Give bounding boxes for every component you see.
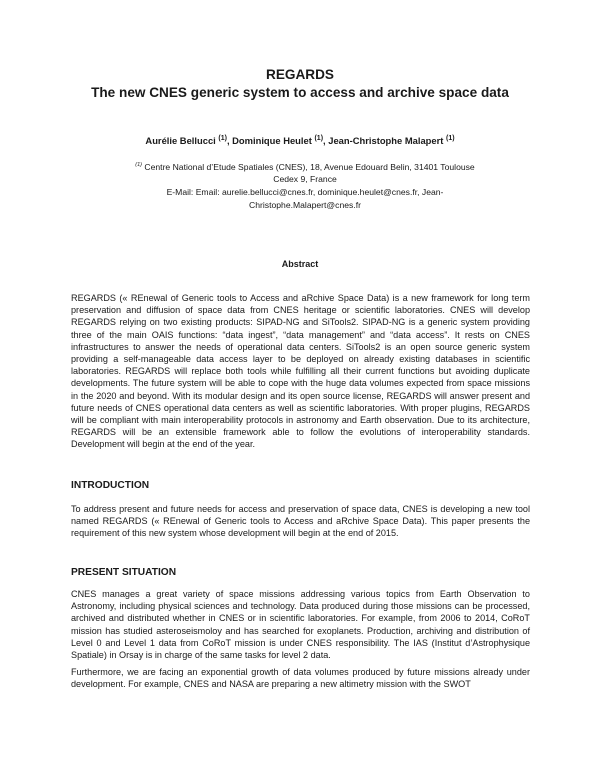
abstract-body: REGARDS (« REnewal of Generic tools to Access and aRchive Space Data) is a new framework for long term preservation and diffusion of space data from CNES heritage or scientific laboratories. CNES will develop REGARDS relying on two existing products: SIPAD-NG and SiTools2. SIPAD-NG is a generic system providing three of the main OAIS functions: “data ingest”, “data management” and “data access”. It rests on CNES infrastructures to answer the needs of operational data centers. SiTools2 is an open source generic system providing a self-manageable data access layer to be deployed on already existing databases in scientific laboratories. REGARDS will replace both tools while fulfilling all their current functions but avoiding duplicate developments. The future system will be able to cope with the huge data volumes expected from space missions in the 2020 and beyond. With its modular design and its open source license, REGARDS will answer present and future needs of CNES operational data centers as well as scientific laboratories. With proper plugins, REGARDS will be compliant with main interoperability protocols in astronomy and Earth observation. Due to its architecture, REGARDS will be an extensible framework able to follow the evolutions of interoperability standards. Development will begin at the end of the year.: [71, 293, 530, 450]
paper-title-line1: REGARDS: [266, 67, 334, 82]
author-list: [0, 135, 600, 146]
affiliation-mark: (1): [135, 162, 143, 168]
author-affiliation-mark: (1): [218, 135, 227, 142]
section-heading-introduction: INTRODUCTION: [71, 480, 150, 491]
affiliation-text: Centre National d’Etude Spatiales (CNES), 18, Avenue Edouard Belin, 31401 Toulouse Cedex 9, France: [144, 161, 475, 185]
email-line: E-Mail: Email: aurelie.bellucci@cnes.fr, dominique.heulet@cnes.fr, Jean-Christophe.Malapert@cnes.fr: [166, 187, 444, 210]
author-separator: ,: [226, 135, 233, 147]
abstract-heading: Abstract: [281, 259, 319, 269]
present-situation-paragraph-2: Furthermore, we are facing an exponential growth of data volumes produced by future missions already under development. For example, CNES and NASA are preparing a new altimetry mission with the SWOT: [71, 667, 530, 690]
author-affiliation-mark: (1): [314, 135, 324, 142]
affiliation: [135, 159, 475, 186]
section-heading-present-situation: PRESENT SITUATION: [71, 567, 177, 578]
introduction-body: To address present and future needs for access and preservation of space data, CNES is developing a new tool named REGARDS (« REnewal of Generic tools to Access and aRchive Space Data). This paper presents the requirement of this new system whose development will begin at the end of 2015.: [71, 504, 530, 539]
author-affiliation-mark: (1): [446, 135, 455, 142]
author-separator: ,: [323, 135, 329, 147]
author-name: Aurélie Bellucci: [145, 135, 216, 147]
author-name: Dominique Heulet: [232, 135, 312, 147]
author-name: Jean-Christophe Malapert: [328, 135, 444, 147]
present-situation-paragraph-1: CNES manages a great variety of space missions addressing various topics from Earth Observation to Astronomy, including physical sciences and technology. Data produced during those missions can be processed, archived and distributed whether in CNES or in scientific laboratories. For example, from 2006 to 2014, CoRoT mission has studied asteroseismoloy and has searched for exoplanets. Production, archiving and distribution of Level 0 and Level 1 data from CoRoT mission is under CNES responsibility. The IAS (Institut d’Astrophysique Spatiale) in Orsay is in charge of the same tasks for level 2 data.: [71, 589, 530, 661]
paper-title-line2: The new CNES generic system to access and archive space data: [91, 85, 509, 100]
